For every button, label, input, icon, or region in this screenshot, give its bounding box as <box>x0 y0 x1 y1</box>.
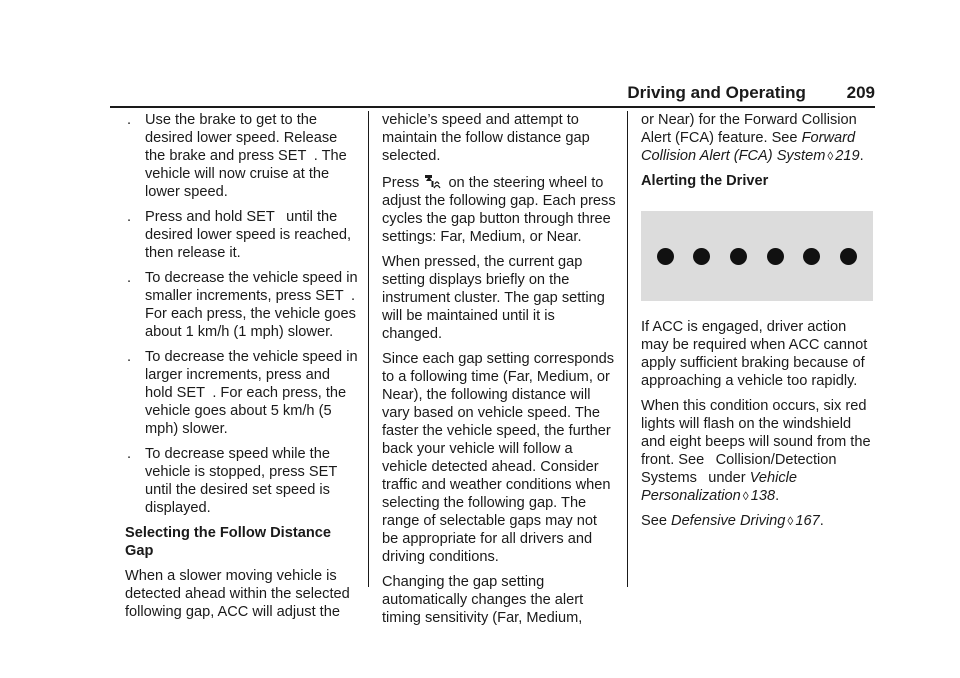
section-heading: Alerting the Driver <box>641 173 769 189</box>
alert-light-icon <box>803 248 820 265</box>
gap-button-text: on the steering wheel to adjust the following gap. Each press cycles the gap button through three settings: Far, Medium, or Near. <box>382 175 616 245</box>
page-ref-icon: ◊ <box>742 489 749 503</box>
alert-light-icon <box>693 248 710 265</box>
bullet-marker: . <box>127 349 132 365</box>
paragraph-text: When this condition occurs, six red lights will flash on the windshield and eight beeps will sound from the front. See Collision/Detection Systems under <box>641 398 871 486</box>
bullet-item <box>125 111 359 201</box>
bullet-item <box>125 445 359 517</box>
paragraph: When pressed, the current gap setting displays briefly on the instrument cluster. The gap setting will be maintained until it is changed. <box>382 254 605 342</box>
bullet-text: Press and hold SET until the desired lower speed is reached, then release it. <box>145 209 352 261</box>
paragraph-text: See <box>641 513 672 529</box>
bullet-item <box>125 208 359 262</box>
page-header <box>0 81 875 105</box>
column-2 <box>382 111 616 634</box>
paragraph <box>382 172 616 246</box>
paragraph: vehicle’s speed and attempt to maintain the follow distance gap selected. <box>382 112 590 164</box>
paragraph: When a slower moving vehicle is detected ahead within the selected following gap, ACC will adjust the <box>125 568 350 620</box>
paragraph-text: or Near) for the Forward Collision Alert (FCA) feature. See <box>641 112 857 146</box>
vehicle-personalization-link[interactable]: Vehicle Personalization <box>641 470 798 504</box>
following-gap-icon <box>423 172 442 190</box>
section-title: Driving and Operating <box>627 83 806 102</box>
column-divider-2 <box>627 111 628 587</box>
paragraph: If ACC is engaged, driver action may be required when ACC cannot apply sufficient braking because of approaching a vehicle too rapidly. <box>641 319 868 389</box>
period: . <box>775 488 780 504</box>
page-ref-icon: ◊ <box>787 514 794 528</box>
alert-light-icon <box>657 248 674 265</box>
page-ref-icon: ◊ <box>827 149 834 163</box>
bullet-text: Use the brake to get to the desired lower speed. Release the brake and press SET . The vehicle will now cruise at the lower speed. <box>145 112 347 200</box>
press-text: Press <box>382 175 420 191</box>
paragraph: Changing the gap setting automatically changes the alert timing sensitivity (Far, Medium, <box>382 574 584 626</box>
header-rule <box>110 106 875 108</box>
alert-light-icon <box>767 248 784 265</box>
period: . <box>819 513 824 529</box>
column-divider-1 <box>368 111 369 587</box>
page-ref-number[interactable]: 219 <box>835 148 860 164</box>
bullet-text: To decrease the vehicle speed in larger increments, press and hold SET . For each press, the vehicle goes about 5 km/h (5 mph) slower. <box>145 349 358 437</box>
bullet-item <box>125 348 359 438</box>
paragraph <box>641 111 875 165</box>
period: . <box>859 148 864 164</box>
bullet-text: To decrease the vehicle speed in smaller increments, press SET . For each press, the vehicle goes about 1 km/h (1 mph) slower. <box>145 270 358 340</box>
column-1 <box>125 111 359 628</box>
alert-light-icon <box>730 248 747 265</box>
paragraph <box>641 512 875 530</box>
bullet-marker: . <box>127 270 132 286</box>
paragraph: Since each gap setting corresponds to a following time (Far, Medium, or Near), the following distance will vary based on vehicle speed. The faster the vehicle speed, the further back your vehicle will follow a vehicle detected ahead. Consider traffic and weather conditions when selecting the following gap. The range of selectable gaps may not be appropriate for all drivers and driving conditions. <box>382 351 615 565</box>
defensive-driving-link[interactable]: Defensive Driving <box>671 513 786 529</box>
bullet-item <box>125 269 359 341</box>
column-3 <box>641 111 875 537</box>
fca-link[interactable]: Forward Collision Alert (FCA) System <box>641 130 856 164</box>
alert-lights-figure <box>641 211 873 301</box>
page-ref-number[interactable]: 167 <box>795 513 820 529</box>
bullet-marker: . <box>127 209 132 225</box>
bullet-marker: . <box>127 112 132 128</box>
page-number: 209 <box>846 83 875 102</box>
section-heading: Selecting the Follow Distance Gap <box>125 525 331 559</box>
alert-light-icon <box>840 248 857 265</box>
bullet-marker: . <box>127 446 132 462</box>
bullet-text: To decrease speed while the vehicle is stopped, press SET until the desired set speed is displayed. <box>145 446 337 516</box>
page-ref-number[interactable]: 138 <box>750 488 776 504</box>
paragraph <box>641 397 875 505</box>
